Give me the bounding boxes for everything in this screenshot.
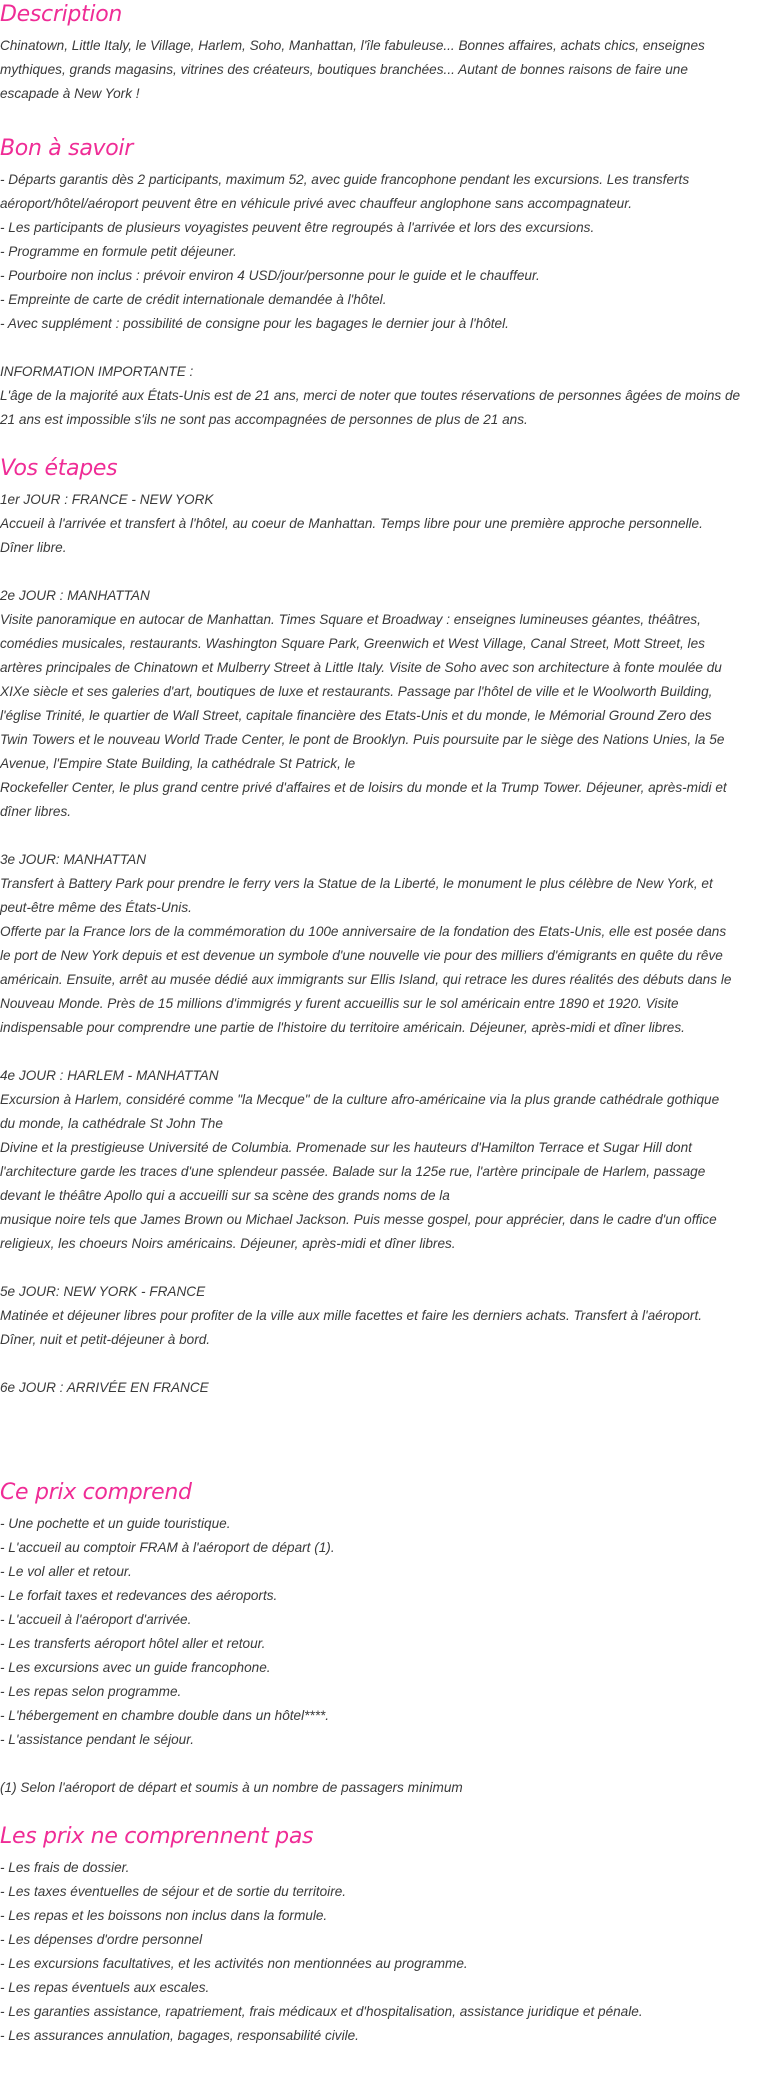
etapes-text [0, 488, 756, 1400]
text-line: L'âge de la majorité aux États-Unis est de 21 ans, merci de noter que toutes réservations de personnes âgées de moins de [0, 388, 741, 403]
blank-line [0, 336, 756, 360]
text-line: Avenue, l'Empire State Building, la cathédrale St Patrick, le [0, 756, 356, 771]
text-line: 4e JOUR : HARLEM - MANHATTAN [0, 1068, 219, 1083]
text-line: Chinatown, Little Italy, le Village, Harlem, Soho, Manhattan, l'île fabuleuse... Bonnes affaires, achats chics, enseignes [0, 38, 705, 53]
text-line: - Avec supplément : possibilité de consigne pour les bagages le dernier jour à l'hôtel. [0, 316, 509, 331]
text-line: (1) Selon l'aéroport de départ et soumis à un nombre de passagers minimum [0, 1780, 463, 1795]
text-line: 3e JOUR: MANHATTAN [0, 852, 147, 867]
text-line: Transfert à Battery Park pour prendre le ferry vers la Statue de la Liberté, le monument le plus célèbre de New York, et [0, 876, 713, 891]
text-line: - L'accueil au comptoir FRAM à l'aéroport de départ (1). [0, 1540, 335, 1555]
blank-line [0, 824, 756, 848]
bon-a-savoir-text [0, 168, 756, 432]
blank-line [0, 1352, 756, 1376]
text-line: Offerte par la France lors de la commémoration du 100e anniversaire de la fondation des Etats-Unis, elle est posée dans [0, 924, 727, 939]
section-title-prix-comprend: Ce prix comprend [0, 1480, 192, 1505]
text-line: - Empreinte de carte de crédit internationale demandée à l'hôtel. [0, 292, 387, 307]
text-line: Excursion à Harlem, considéré comme "la Mecque" de la culture afro-américaine via la plus grande cathédrale gothique [0, 1092, 720, 1107]
text-line: - Les dépenses d'ordre personnel [0, 1932, 203, 1947]
text-line: américain. Ensuite, arrêt au musée dédié aux immigrants sur Ellis Island, qui retrace les dures réalités des débuts dans le [0, 972, 732, 987]
text-line: 5e JOUR: NEW YORK - FRANCE [0, 1284, 206, 1299]
text-line: l'architecture garde les traces d'une splendeur passée. Balade sur la 125e rue, l'artère principale de Harlem, passage [0, 1164, 706, 1179]
section-title-prix-ne-comprend-pas: Les prix ne comprennent pas [0, 1824, 314, 1849]
text-line: - Les garanties assistance, rapatriement, frais médicaux et d'hospitalisation, assistance juridique et pénale. [0, 2004, 643, 2019]
text-line: indispensable pour comprendre une partie de l'histoire du territoire américain. Déjeuner, après-midi et dîner libres. [0, 1020, 685, 1035]
text-line: Rockefeller Center, le plus grand centre privé d'affaires et de loisirs du monde et la Trump Tower. Déjeuner, après-midi et [0, 780, 727, 795]
text-line: - Les participants de plusieurs voyagistes peuvent être regroupés à l'arrivée et lors des excursions. [0, 220, 595, 235]
text-line: 6e JOUR : ARRIVÉE EN FRANCE [0, 1380, 209, 1395]
text-line: - Départs garantis dès 2 participants, maximum 52, avec guide francophone pendant les excursions. Les transferts [0, 172, 690, 187]
text-line: devant le théâtre Apollo qui a accueilli sur sa scène des grands noms de la [0, 1188, 450, 1203]
prix-comprend-text [0, 1512, 756, 1800]
text-line: - Les taxes éventuelles de séjour et de sortie du territoire. [0, 1884, 347, 1899]
blank-line [0, 1752, 756, 1776]
text-line: Accueil à l'arrivée et transfert à l'hôtel, au coeur de Manhattan. Temps libre pour une première approche personnelle. [0, 516, 703, 531]
text-line: escapade à New York ! [0, 86, 140, 101]
text-line: aéroport/hôtel/aéroport peuvent être en véhicule privé avec chauffeur anglophone sans accompagnateur. [0, 196, 633, 211]
blank-line [0, 1040, 756, 1064]
section-title-bon-a-savoir: Bon à savoir [0, 136, 133, 161]
text-line: INFORMATION IMPORTANTE : [0, 364, 194, 379]
text-line: Dîner libre. [0, 540, 67, 555]
text-line: 1er JOUR : FRANCE - NEW YORK [0, 492, 214, 507]
text-line: - Les assurances annulation, bagages, responsabilité civile. [0, 2028, 359, 2043]
text-line: du monde, la cathédrale St John The [0, 1116, 223, 1131]
text-line: - L'accueil à l'aéroport d'arrivée. [0, 1612, 192, 1627]
text-line: Dîner, nuit et petit-déjeuner à bord. [0, 1332, 211, 1347]
text-line: - Les repas selon programme. [0, 1684, 182, 1699]
text-line: - Les frais de dossier. [0, 1860, 130, 1875]
blank-line [0, 560, 756, 584]
text-line: - Les excursions avec un guide francophone. [0, 1660, 271, 1675]
text-line: religieux, les choeurs Noirs américains. Déjeuner, après-midi et dîner libres. [0, 1236, 456, 1251]
text-line: Matinée et déjeuner libres pour profiter de la ville aux mille facettes et faire les derniers achats. Transfert à l'aéroport. [0, 1308, 703, 1323]
section-title-description: Description [0, 2, 122, 27]
text-line: peut-être même des États-Unis. [0, 900, 192, 915]
text-line: - Les repas et les boissons non inclus dans la formule. [0, 1908, 328, 1923]
text-line: - Les excursions facultatives, et les activités non mentionnées au programme. [0, 1956, 468, 1971]
text-line: - L'hébergement en chambre double dans un hôtel****. [0, 1708, 330, 1723]
text-line: - Programme en formule petit déjeuner. [0, 244, 237, 259]
text-line: Divine et la prestigieuse Université de Columbia. Promenade sur les hauteurs d'Hamilton Terrace et Sugar Hill dont [0, 1140, 692, 1155]
text-line: Visite panoramique en autocar de Manhattan. Times Square et Broadway : enseignes lumineuses géantes, théâtres, [0, 612, 701, 627]
prix-ne-comprend-pas-text [0, 1856, 756, 2048]
text-line: 21 ans est impossible s'ils ne sont pas accompagnées de personnes de plus de 21 ans. [0, 412, 528, 427]
blank-line [0, 1256, 756, 1280]
text-line: - Les transferts aéroport hôtel aller et retour. [0, 1636, 266, 1651]
text-line: Twin Towers et le nouveau World Trade Center, le pont de Brooklyn. Puis poursuite par le siège des Nations Unies, la 5e [0, 732, 725, 747]
text-line: 2e JOUR : MANHATTAN [0, 588, 150, 603]
text-line: - Une pochette et un guide touristique. [0, 1516, 231, 1531]
text-line: Nouveau Monde. Près de 15 millions d'immigrés y furent accueillis sur le sol américain entre 1890 et 1920. Visite [0, 996, 679, 1011]
text-line: l'église Trinité, le quartier de Wall Street, capitale financière des Etats-Unis et du monde, le Mémorial Ground Zero des [0, 708, 712, 723]
text-line: comédies musicales, restaurants. Washington Square Park, Greenwich et West Village, Canal Street, Mott Street, les [0, 636, 705, 651]
text-line: le port de New York depuis et est devenue un symbole d'une nouvelle vie pour des milliers d'émigrants en quête du rêve [0, 948, 723, 963]
text-line: musique noire tels que James Brown ou Michael Jackson. Puis messe gospel, pour apprécier, dans le cadre d'un office [0, 1212, 717, 1227]
text-line: - Les repas éventuels aux escales. [0, 1980, 210, 1995]
text-line: - L'assistance pendant le séjour. [0, 1732, 195, 1747]
text-line: - Pourboire non inclus : prévoir environ 4 USD/jour/personne pour le guide et le chauffeur. [0, 268, 540, 283]
text-line: dîner libres. [0, 804, 72, 819]
section-title-etapes: Vos étapes [0, 456, 118, 481]
text-line: mythiques, grands magasins, vitrines des créateurs, boutiques branchées... Autant de bonnes raisons de faire une [0, 62, 688, 77]
text-line: - Le forfait taxes et redevances des aéroports. [0, 1588, 278, 1603]
text-line: artères principales de Chinatown et Mulberry Street à Little Italy. Visite de Soho avec son architecture à fonte moulée du [0, 660, 722, 675]
text-line: XIXe siècle et ses galeries d'art, boutiques de luxe et restaurants. Passage par l'hôtel de ville et le Woolworth Building, [0, 684, 713, 699]
description-text [0, 34, 756, 106]
text-line: - Le vol aller et retour. [0, 1564, 132, 1579]
